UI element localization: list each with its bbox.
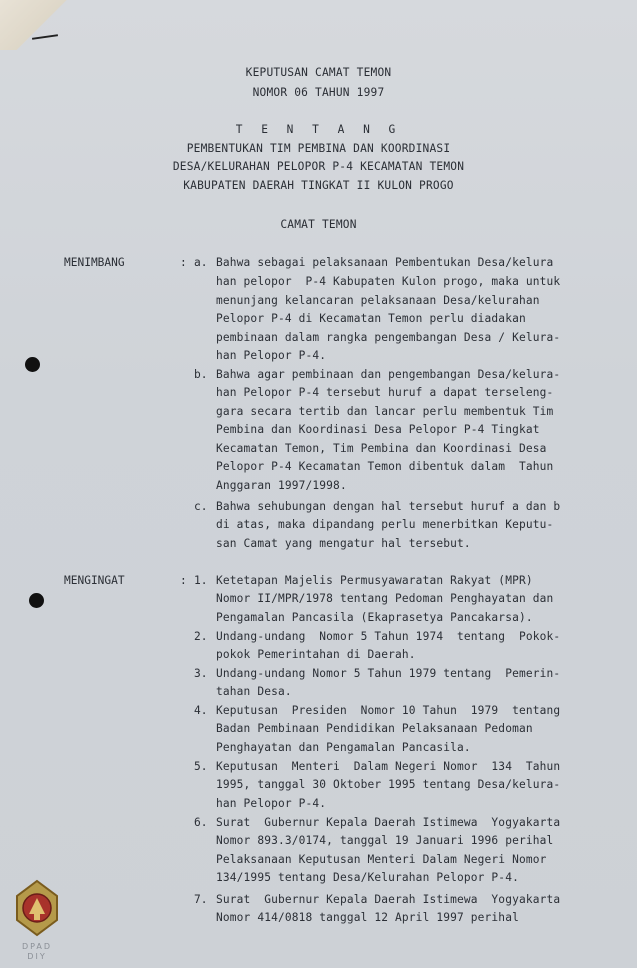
mengingat-7-line: Surat Gubernur Kepala Daerah Istimewa Yogyakarta — [216, 893, 561, 906]
stamp-line-1: DPAD — [21, 942, 53, 951]
menimbang-b-line: Pelopor P-4 Kecamatan Temon dibentuk dalam Tahun — [216, 460, 554, 473]
menimbang-a-line: han pelopor P-4 Kabupaten Kulon progo, maka untuk — [216, 275, 561, 288]
mengingat-label: MENGINGAT — [64, 574, 125, 587]
mengingat-6-line: Nomor 893.3/0174, tanggal 19 Januari 1996 perihal — [216, 834, 554, 847]
mengingat-2-line: pokok Pemerintahan di Daerah. — [216, 648, 416, 661]
menimbang-c-line: di atas, maka dipandang perlu menerbitkan Keputu- — [216, 518, 554, 531]
mengingat-3-line: Undang-undang Nomor 5 Tahun 1979 tentang Pemerin- — [216, 667, 561, 680]
mengingat-item-1-marker: 1. — [194, 574, 208, 587]
document-number: NOMOR 06 TAHUN 1997 — [252, 86, 385, 99]
mengingat-item-5-marker: 5. — [194, 760, 208, 773]
mengingat-1-line: Pengamalan Pancasila (Ekaprasetya Pancakarsa). — [216, 611, 533, 624]
mengingat-item-7-marker: 7. — [194, 893, 208, 906]
menimbang-b-line: Pembina dan Koordinasi Desa Pelopor P-4 Tingkat — [216, 423, 540, 436]
mengingat-colon: : — [180, 574, 187, 587]
mengingat-item-4-marker: 4. — [194, 704, 208, 717]
archive-emblem-icon — [10, 878, 64, 938]
mengingat-5-line: Keputusan Menteri Dalam Negeri Nomor 134 Tahun — [216, 760, 561, 773]
mengingat-3-line: tahan Desa. — [216, 685, 292, 698]
stamp-line-2: DIY — [27, 952, 47, 961]
menimbang-b-line: Anggaran 1997/1998. — [216, 479, 347, 492]
punch-hole — [29, 593, 44, 608]
mengingat-6-line: Surat Gubernur Kepala Daerah Istimewa Yogyakarta — [216, 816, 561, 829]
mengingat-4-line: Badan Pembinaan Pendidikan Pelaksanaan Pedoman — [216, 722, 533, 735]
menimbang-a-line: pembinaan dalam rangka pengembangan Desa / Kelura- — [216, 331, 561, 344]
menimbang-a-line: Pelopor P-4 di Kecamatan Temon perlu diadakan — [216, 312, 526, 325]
menimbang-b-line: Kecamatan Temon, Tim Pembina dan Koordinasi Desa — [216, 442, 547, 455]
mengingat-2-line: Undang-undang Nomor 5 Tahun 1974 tentang Pokok- — [216, 630, 561, 643]
mengingat-7-line: Nomor 414/0818 tanggal 12 April 1997 perihal — [216, 911, 519, 924]
tentang-heading: T E N T A N G — [235, 123, 402, 136]
archive-stamp — [10, 878, 64, 961]
menimbang-colon: : — [180, 256, 187, 269]
mengingat-6-line: 134/1995 tentang Desa/Kelurahan Pelopor P-4. — [216, 871, 519, 884]
menimbang-b-line: Bahwa agar pembinaan dan pengembangan Desa/kelura- — [216, 368, 561, 381]
folded-corner — [0, 0, 70, 50]
menimbang-a-line: menunjang kelancaran pelaksanaan Desa/kelurahan — [216, 294, 540, 307]
mengingat-4-line: Keputusan Presiden Nomor 10 Tahun 1979 tentang — [216, 704, 561, 717]
menimbang-item-a-marker: a. — [194, 256, 208, 269]
subject-line-1: PEMBENTUKAN TIM PEMBINA DAN KOORDINASI — [186, 142, 451, 155]
mengingat-1-line: Ketetapan Majelis Permusyawaratan Rakyat (MPR) — [216, 574, 533, 587]
mengingat-1-line: Nomor II/MPR/1978 tentang Pedoman Penghayatan dan — [216, 592, 554, 605]
menimbang-c-line: san Camat yang mengatur hal tersebut. — [216, 537, 471, 550]
mengingat-item-6-marker: 6. — [194, 816, 208, 829]
mengingat-4-line: Penghayatan dan Pengamalan Pancasila. — [216, 741, 471, 754]
punch-hole — [25, 357, 40, 372]
menimbang-item-b-marker: b. — [194, 368, 208, 381]
menimbang-b-line: han Pelopor P-4 tersebut huruf a dapat terseleng- — [216, 386, 554, 399]
menimbang-label: MENIMBANG — [64, 256, 125, 269]
mengingat-5-line: 1995, tanggal 30 Oktober 1995 tentang Desa/kelura- — [216, 778, 561, 791]
issuer-heading: CAMAT TEMON — [280, 218, 357, 231]
menimbang-b-line: gara secara tertib dan lancar perlu membentuk Tim — [216, 405, 554, 418]
mengingat-6-line: Pelaksanaan Keputusan Menteri Dalam Negeri Nomor — [216, 853, 547, 866]
menimbang-c-line: Bahwa sehubungan dengan hal tersebut huruf a dan b — [216, 500, 561, 513]
mengingat-5-line: han Pelopor P-4. — [216, 797, 327, 810]
document-title: KEPUTUSAN CAMAT TEMON — [245, 66, 392, 79]
menimbang-a-line: Bahwa sebagai pelaksanaan Pembentukan Desa/kelura — [216, 256, 554, 269]
subject-line-3: KABUPATEN DAERAH TINGKAT II KULON PROGO — [183, 179, 454, 192]
menimbang-a-line: han Pelopor P-4. — [216, 349, 327, 362]
mengingat-item-2-marker: 2. — [194, 630, 208, 643]
subject-line-2: DESA/KELURAHAN PELOPOR P-4 KECAMATAN TEMON — [172, 160, 465, 173]
mengingat-item-3-marker: 3. — [194, 667, 208, 680]
menimbang-item-c-marker: c. — [194, 500, 208, 513]
